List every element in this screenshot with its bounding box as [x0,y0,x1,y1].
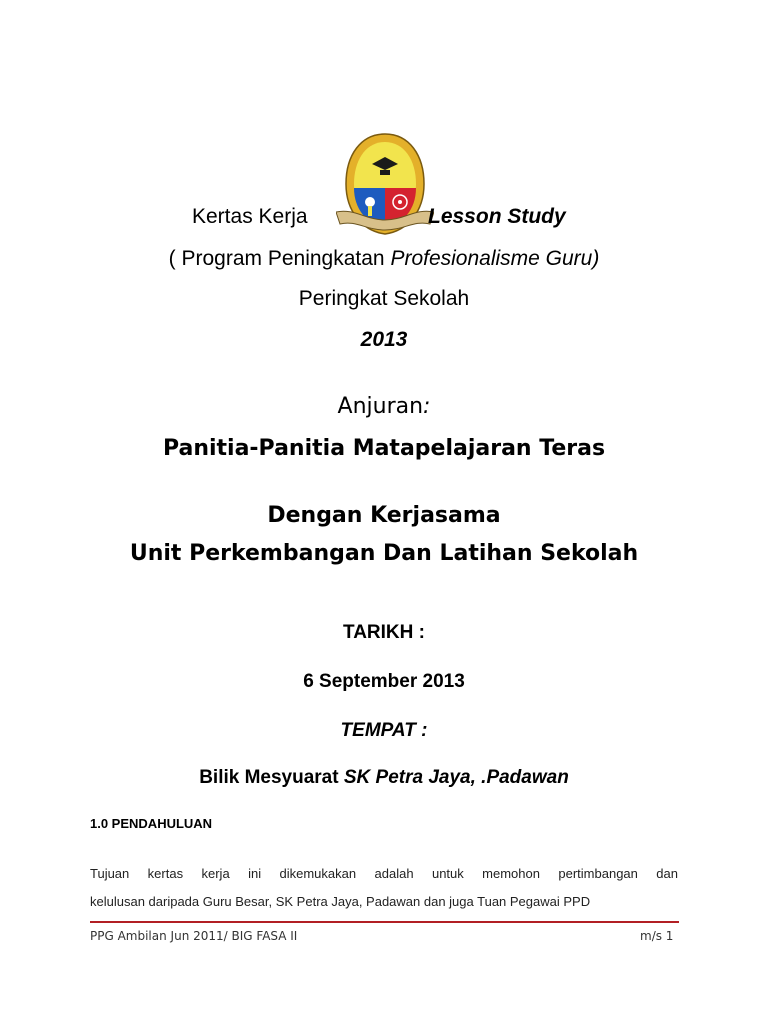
collab-label: Dengan Kerjasama [267,503,501,528]
organizer-label [0,394,768,419]
program-italic: Profesionalisme Guru) [390,247,600,270]
organizer: Panitia-Panitia Matapelajaran Teras [162,436,606,461]
section-heading: 1.0 PENDAHULUAN [90,816,213,831]
program-line [0,247,768,271]
footer-divider [90,921,679,923]
page-number: m/s 1 [640,929,674,943]
title-right: Lesson Study [428,205,566,228]
paragraph-line-2: kelulusan daripada Guru Besar, SK Petra Jaya, Padawan dan juga Tuan Pegawai PPD [90,894,591,909]
program-prefix: ( Program Peningkatan [168,247,391,270]
school-crest-logo [336,130,434,240]
organizer-colon: : [423,394,431,419]
venue-label: TEMPAT : [340,720,428,741]
paragraph-line-1: Tujuan kertas kerja ini dikemukakan adalah untuk memohon pertimbangan dan [90,866,678,881]
venue [0,767,768,789]
date-value: 6 September 2013 [303,671,465,692]
level-line: Peringkat Sekolah [298,287,470,310]
organizer-label-text: Anjuran [337,394,424,419]
venue-prefix: Bilik Mesyuarat [199,767,344,788]
venue-italic: SK Petra Jaya, .Padawan [343,767,569,788]
footer-left-text: PPG Ambilan Jun 2011/ BIG FASA II [90,929,298,943]
title-left: Kertas Kerja [192,205,308,228]
date-label: TARIKH : [343,622,425,643]
year: 2013 [360,328,408,351]
collab-unit: Unit Perkembangan Dan Latihan Sekolah [129,541,639,566]
